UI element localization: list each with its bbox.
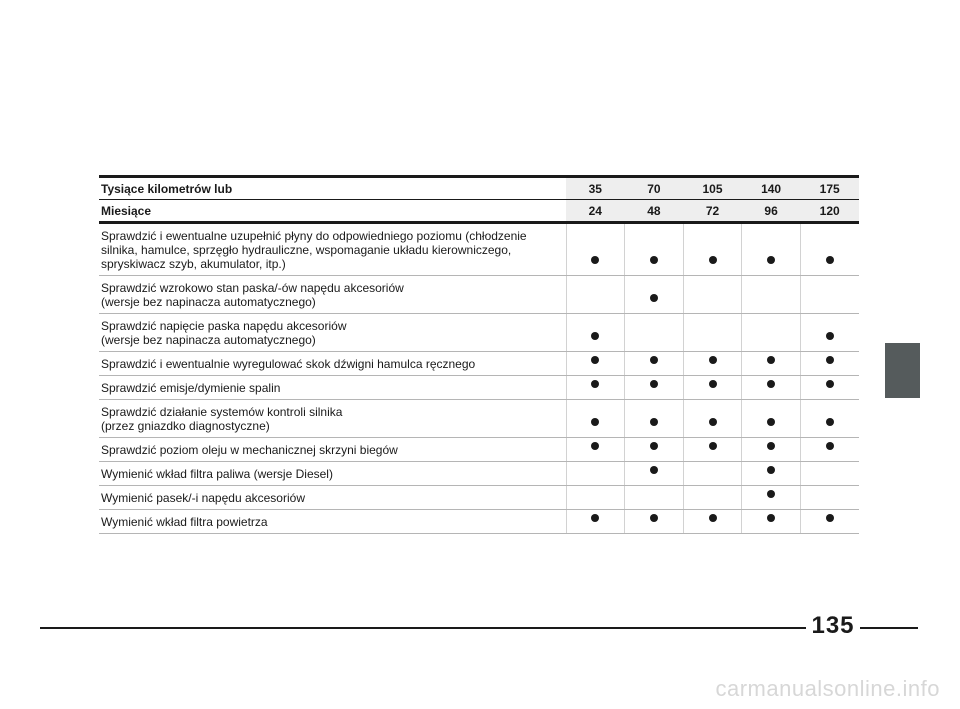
check-dot-icon	[650, 356, 658, 364]
check-dot-icon	[650, 294, 658, 302]
interval-cell	[800, 510, 859, 534]
interval-cell	[625, 223, 684, 276]
chapter-side-tab	[885, 343, 920, 398]
check-dot-icon	[650, 380, 658, 388]
interval-cell	[683, 276, 742, 314]
task-cell: Sprawdzić emisje/dymienie spalin	[99, 376, 566, 400]
check-dot-icon	[767, 490, 775, 498]
check-dot-icon	[591, 356, 599, 364]
table-row	[99, 462, 859, 486]
header-km-4: 140	[742, 177, 801, 200]
interval-cell	[683, 400, 742, 438]
task-cell: Wymienić wkład filtra paliwa (wersje Diesel)	[99, 462, 566, 486]
interval-cell	[566, 352, 625, 376]
interval-cell	[742, 462, 801, 486]
header-km-5: 175	[800, 177, 859, 200]
task-cell: Sprawdzić napięcie paska napędu akcesoriów (wersje bez napinacza automatycznego)	[99, 314, 566, 352]
table-row	[99, 314, 859, 352]
check-dot-icon	[591, 442, 599, 450]
task-cell: Sprawdzić poziom oleju w mechanicznej skrzyni biegów	[99, 438, 566, 462]
interval-cell	[800, 438, 859, 462]
check-dot-icon	[591, 256, 599, 264]
header-months-label: Miesiące	[99, 200, 566, 223]
check-dot-icon	[767, 356, 775, 364]
interval-cell	[742, 223, 801, 276]
interval-cell	[625, 352, 684, 376]
check-dot-icon	[709, 256, 717, 264]
header-month-2: 48	[625, 200, 684, 223]
interval-cell	[625, 438, 684, 462]
interval-cell	[625, 486, 684, 510]
task-cell: Wymienić pasek/-i napędu akcesoriów	[99, 486, 566, 510]
interval-cell	[800, 223, 859, 276]
interval-cell	[742, 438, 801, 462]
interval-cell	[683, 223, 742, 276]
header-km-1: 35	[566, 177, 625, 200]
interval-cell	[625, 276, 684, 314]
check-dot-icon	[767, 380, 775, 388]
interval-cell	[683, 510, 742, 534]
table-body	[99, 223, 859, 534]
interval-cell	[800, 276, 859, 314]
check-dot-icon	[650, 514, 658, 522]
header-km-2: 70	[625, 177, 684, 200]
table-row	[99, 276, 859, 314]
table-row	[99, 510, 859, 534]
interval-cell	[800, 400, 859, 438]
table-row	[99, 352, 859, 376]
check-dot-icon	[767, 514, 775, 522]
check-dot-icon	[709, 380, 717, 388]
interval-cell	[566, 276, 625, 314]
header-row-months	[99, 200, 859, 223]
header-row-km	[99, 177, 859, 200]
check-dot-icon	[826, 332, 834, 340]
interval-cell	[742, 314, 801, 352]
interval-cell	[742, 400, 801, 438]
check-dot-icon	[767, 466, 775, 474]
check-dot-icon	[650, 418, 658, 426]
check-dot-icon	[650, 466, 658, 474]
table-row	[99, 438, 859, 462]
check-dot-icon	[591, 514, 599, 522]
header-month-5: 120	[800, 200, 859, 223]
interval-cell	[625, 462, 684, 486]
interval-cell	[742, 510, 801, 534]
footer-rule-right	[860, 627, 918, 629]
maintenance-schedule-table	[99, 175, 859, 534]
task-cell: Sprawdzić i ewentualne uzupełnić płyny do odpowiedniego poziomu (chłodzenie silnika, hamulce, sprzęgło hydrauliczne, wspomaganie układu kierowniczego, spryskiwacz szyb, akumulator, itp.)	[99, 223, 566, 276]
interval-cell	[566, 314, 625, 352]
header-km-label: Tysiące kilometrów lub	[99, 177, 566, 200]
check-dot-icon	[767, 256, 775, 264]
table-header	[99, 177, 859, 223]
watermark: carmanualsonline.info	[715, 676, 940, 701]
check-dot-icon	[591, 418, 599, 426]
task-cell: Sprawdzić działanie systemów kontroli silnika (przez gniazdko diagnostyczne)	[99, 400, 566, 438]
page-number: 135	[811, 612, 855, 639]
header-month-3: 72	[683, 200, 742, 223]
check-dot-icon	[767, 442, 775, 450]
interval-cell	[800, 486, 859, 510]
check-dot-icon	[826, 256, 834, 264]
interval-cell	[800, 462, 859, 486]
header-km-3: 105	[683, 177, 742, 200]
check-dot-icon	[709, 514, 717, 522]
interval-cell	[683, 352, 742, 376]
task-cell: Wymienić wkład filtra powietrza	[99, 510, 566, 534]
check-dot-icon	[650, 256, 658, 264]
check-dot-icon	[709, 418, 717, 426]
interval-cell	[625, 510, 684, 534]
interval-cell	[566, 462, 625, 486]
check-dot-icon	[826, 380, 834, 388]
table-row	[99, 223, 859, 276]
interval-cell	[742, 376, 801, 400]
check-dot-icon	[826, 514, 834, 522]
interval-cell	[683, 314, 742, 352]
check-dot-icon	[709, 442, 717, 450]
interval-cell	[566, 223, 625, 276]
header-month-4: 96	[742, 200, 801, 223]
interval-cell	[625, 376, 684, 400]
check-dot-icon	[826, 418, 834, 426]
task-cell: Sprawdzić wzrokowo stan paska/-ów napędu akcesoriów (wersje bez napinacza automatycznego)	[99, 276, 566, 314]
interval-cell	[800, 314, 859, 352]
table-row	[99, 376, 859, 400]
interval-cell	[683, 376, 742, 400]
task-cell: Sprawdzić i ewentualnie wyregulować skok dźwigni hamulca ręcznego	[99, 352, 566, 376]
interval-cell	[742, 486, 801, 510]
check-dot-icon	[826, 356, 834, 364]
header-month-1: 24	[566, 200, 625, 223]
interval-cell	[625, 314, 684, 352]
check-dot-icon	[767, 418, 775, 426]
footer-rule-left	[40, 627, 806, 629]
interval-cell	[800, 352, 859, 376]
interval-cell	[566, 486, 625, 510]
interval-cell	[683, 462, 742, 486]
check-dot-icon	[650, 442, 658, 450]
interval-cell	[683, 486, 742, 510]
check-dot-icon	[709, 356, 717, 364]
check-dot-icon	[826, 442, 834, 450]
check-dot-icon	[591, 380, 599, 388]
interval-cell	[742, 276, 801, 314]
interval-cell	[566, 376, 625, 400]
interval-cell	[566, 510, 625, 534]
interval-cell	[800, 376, 859, 400]
interval-cell	[742, 352, 801, 376]
table-row	[99, 400, 859, 438]
interval-cell	[566, 400, 625, 438]
interval-cell	[566, 438, 625, 462]
interval-cell	[625, 400, 684, 438]
table-row	[99, 486, 859, 510]
interval-cell	[683, 438, 742, 462]
check-dot-icon	[591, 332, 599, 340]
